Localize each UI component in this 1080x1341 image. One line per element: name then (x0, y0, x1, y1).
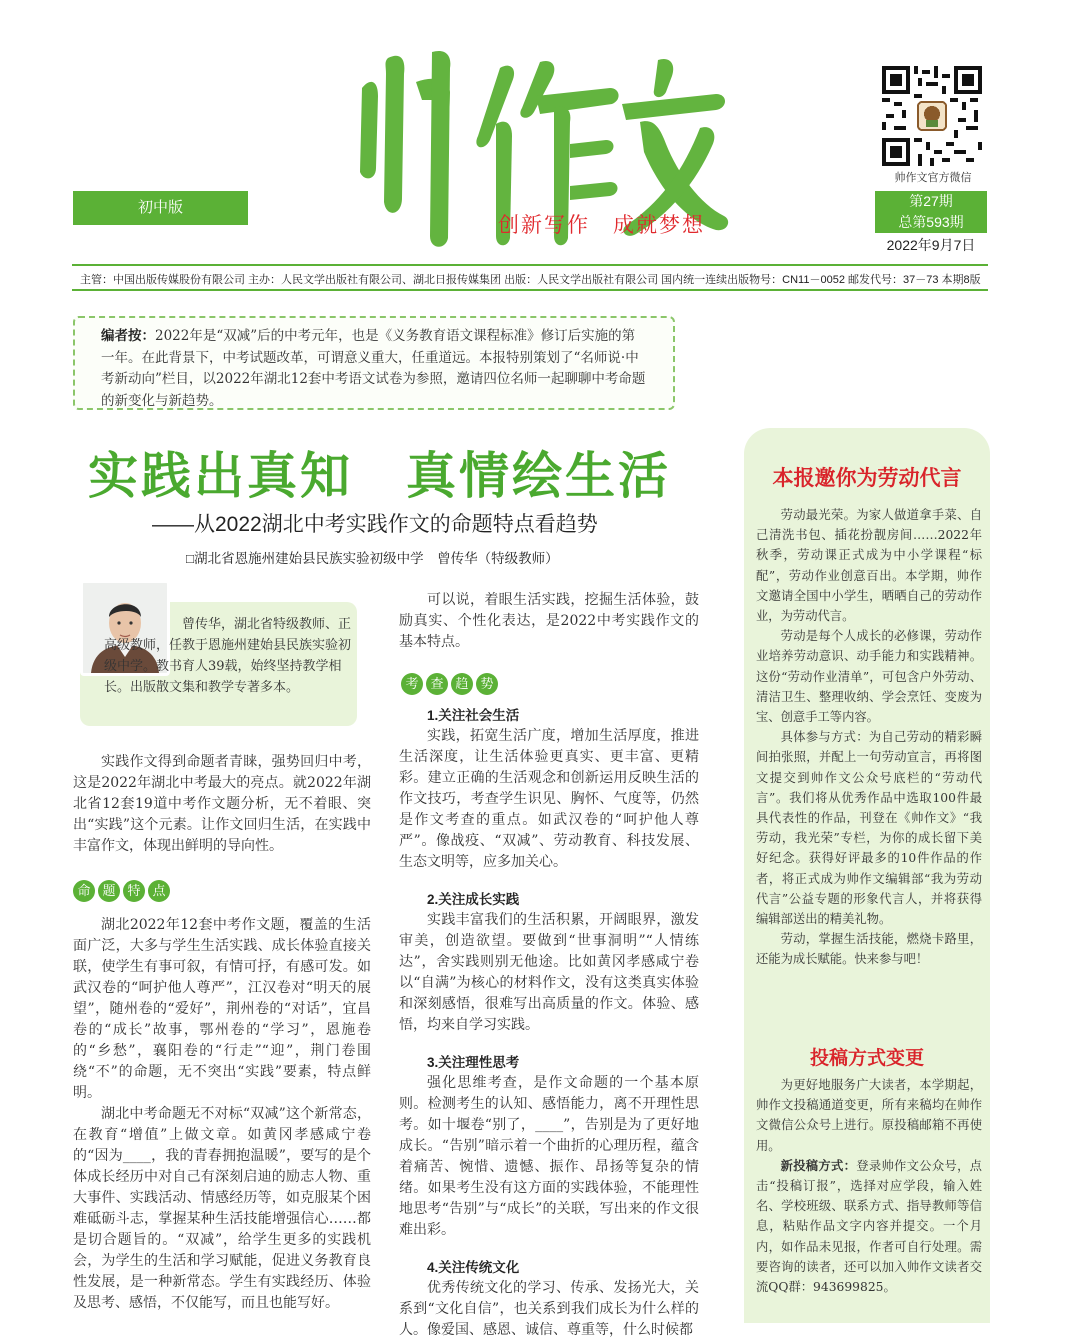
paragraph: 劳动是每个人成长的必修课，劳动作业培养劳动意识、动手能力和实践精神。这份“劳动作业清单”，可包含户外劳动、清洁卫生、整理收纳、学会烹饪、变废为宝、创意手工等内容。 (756, 629, 982, 725)
paragraph: 实践作文得到命题者青睐，强势回归中考，这是2022年湖北中考最大的亮点。就2022年湖北省12套19道中考作文题分析，无不着眼、突出“实践”这个元素。让作文回归生活，在实践中丰富作文，体现出鲜明的导向性。 (73, 754, 371, 854)
paragraph: 实践丰富我们的生活积累，开阔眼界，激发审美，创造欲望。要做到“世事洞明”“人情练达”，舍实践则别无他途。比如黄冈孝感咸宁卷以“自满”为核心的材料作文，没有这类真实体验和深刻感悟，很难写出高质量的作文。体验、感悟，均来自学习实践。 (399, 912, 699, 1033)
paragraph: 具体参与方式：为自己劳动的精彩瞬间拍张照，并配上一句劳动宣言，再将图文提交到帅作文公众号底栏的“劳动代言”。我们将从优秀作品中选取100件最具代表性的作品，刊登在《帅作文》“我劳动，我光荣”专栏，为你的成长留下美好纪念。获得好评最多的10件作品的作者，将正式成为帅作文编辑部“我为劳动代言”公益专题的形象代言人，并将获得编辑部送出的精美礼物。 (756, 730, 982, 927)
section-features (73, 915, 371, 1314)
author-bio: 曾传华，湖北省特级教师、正高级教师，任教于恩施州建始县民族实验初级中学。教书育人39载，始终坚持教学相长。出版散文集和教学专著多本。 (104, 617, 352, 695)
paragraph: 为更好地服务广大读者，本学期起，帅作文投稿通道变更，所有来稿均在帅作文微信公众号上进行。原投稿邮箱不再使用。 (756, 1078, 982, 1153)
qr-code-icon[interactable] (882, 66, 982, 166)
paragraph: 可以说，着眼生活实践，挖掘生活体验，鼓励真实、个性化表达，是2022中考实践作文的基本特点。 (399, 592, 699, 650)
article-headline: 实践出真知 真情绘生活 (88, 446, 671, 505)
section-trends (399, 590, 699, 1341)
slogan: 创新写作 成就梦想 (498, 214, 705, 237)
paragraph: 湖北中考命题无不对标“双减”这个新常态，在教育“增值”上做文章。如黄冈孝感咸宁卷的“因为____，我的青春拥抱温暖”，要写的是个体成长经历中对自己有深刻启迪的励志人物、重大事件、实践活动、情感经历等，如克服某个困难砥砺斗志，掌握某种生活技能增强信心……都是切合题旨的。“双减”，给学生更多的实践机会，为学生的生活和学习赋能，促进义务教育良性发展，是一种新常态。学生有实践经历、体验及思考、感悟，不仅能写，而且也能写好。 (73, 1106, 371, 1311)
badge-char: 趋 (451, 673, 473, 695)
total-issue: 总第593期 (898, 214, 964, 230)
editor-note-label: 编者按： (101, 328, 155, 344)
editor-note (73, 316, 675, 410)
article-subheadline: ——从2022湖北中考实践作文的命题特点看趋势 (152, 513, 598, 536)
badge-char: 题 (98, 880, 120, 902)
paragraph: 湖北2022年12套中考作文题，覆盖的生活面广泛，大多与学生生活实践、成长体验直接关联，使学生有事可叙，有情可抒，有感可发。如武汉卷的“呵护他人尊严”，江汉卷对“明天的展望”，随州卷的“爱好”，荆州卷的“对话”，宜昌卷的“成长”故事，鄂州卷的“学习”，恩施卷的“乡愁”，襄阳卷的“行走”“迎”，荆门卷围绕“不”的命题，无不突出“实践”要素，特点鲜明。 (73, 917, 371, 1101)
section-badge-trends (401, 673, 699, 695)
divider (72, 264, 988, 266)
issue-box (875, 191, 987, 233)
sidebar-submission-body (756, 1075, 982, 1297)
paragraph: 劳动最光荣。为家人做道拿手菜、自己清洗书包、插花扮靓房间……2022年秋季，劳动课正式成为中小学课程“标配”，劳动作业创意百出。本学期，帅作文邀请全国中小学生，晒晒自己的劳动作业，为劳动代言。 (756, 508, 982, 624)
paragraph (756, 1156, 982, 1297)
badge-char: 考 (401, 673, 423, 695)
section-badge-features (73, 880, 170, 902)
submission-label: 新投稿方式： (780, 1157, 857, 1173)
badge-char: 点 (148, 880, 170, 902)
editor-note-text: 2022年是“双减”后的中考元年，也是《义务教育语文课程标准》修订后实施的第一年。在此背景下，中考试题改革，可谓意义重大，任重道远。本报特别策划了“名师说·中考新动向”栏目，以2022年湖北12套中考语文试卷为参照，邀请四位名师一起聊聊中考命题的新变化与新趋势。 (101, 328, 646, 409)
divider (72, 289, 988, 291)
paragraph: 实践，拓宽生活广度，增加生活厚度，推进生活深度，让生活体验更真实、更丰富、更精彩。建立正确的生活观念和创新运用反映生活的作文技巧，考查学生识见、胸怀、气度等，仍然是作文考查的重点。如武汉卷的“呵护他人尊严”。像战疫、“双减”、劳动教育、科技发展、生态文明等，应多加关心。 (399, 728, 699, 870)
edition-label: 初中版 (73, 191, 248, 225)
paragraph: 劳动，掌握生活技能，燃烧卡路里，还能为成长赋能。快来参与吧！ (756, 932, 982, 967)
article-author: □湖北省恩施州建始县民族实验初级中学 曾传华（特级教师） (186, 551, 559, 566)
trend-title: 3.关注理性思考 (427, 1055, 520, 1070)
badge-char: 命 (73, 880, 95, 902)
publish-date: 2022年9月7日 (886, 237, 976, 253)
article-intro (73, 752, 371, 857)
sidebar-body (756, 505, 982, 970)
badge-char: 查 (426, 673, 448, 695)
badge-char: 势 (476, 673, 498, 695)
trend-title: 2.关注成长实践 (427, 892, 520, 907)
badge-char: 特 (123, 880, 145, 902)
paragraph: 优秀传统文化的学习、传承、发扬光大，关系到“文化自信”，也关系到我们成长为什么样的人。像爱国、感恩、诚信、尊重等，什么时候都 (399, 1280, 699, 1338)
trend-title: 1.关注社会生活 (427, 708, 520, 723)
submission-text: 登录帅作文公众号，点击“投稿订报”，选择对应学段，输入姓名、学校班级、联系方式、指导教师等信息，粘贴作品文字内容并提交。一个月内，如作品未见报，作者可自行处理。需要咨询的读者，还可以加入帅作文读者交流QQ群：943699825。 (756, 1158, 982, 1295)
sidebar-title: 本报邀你为劳动代言 (772, 467, 962, 490)
trend-title: 4.关注传统文化 (427, 1260, 520, 1275)
paragraph: 强化思维考查，是作文命题的一个基本原则。检测考生的认知、感悟能力，离不开理性思考。如十堰卷“别了，____”，告别是为了更好地成长。“告别”暗示着一个曲折的心理历程，蕴含着痛苦、惋惜、遗憾、振作、昂扬等复杂的情绪。如果考生没有这方面的实践体验，不能理性地思考“告别”与“成长”的关联，写出来的作文很难出彩。 (399, 1075, 699, 1238)
qr-label: 帅作文官方微信 (894, 171, 972, 184)
publisher-info: 主管：中国出版传媒股份有限公司 主办：人民文学出版社有限公司、湖北日报传媒集团 出版：人民文学出版社有限公司 国内统一连续出版物号：CN11－0052 邮发代号：37－73 本期8版 (80, 274, 981, 286)
issue-number: 第27期 (909, 193, 953, 209)
sidebar-title-submission: 投稿方式变更 (809, 1048, 924, 1069)
